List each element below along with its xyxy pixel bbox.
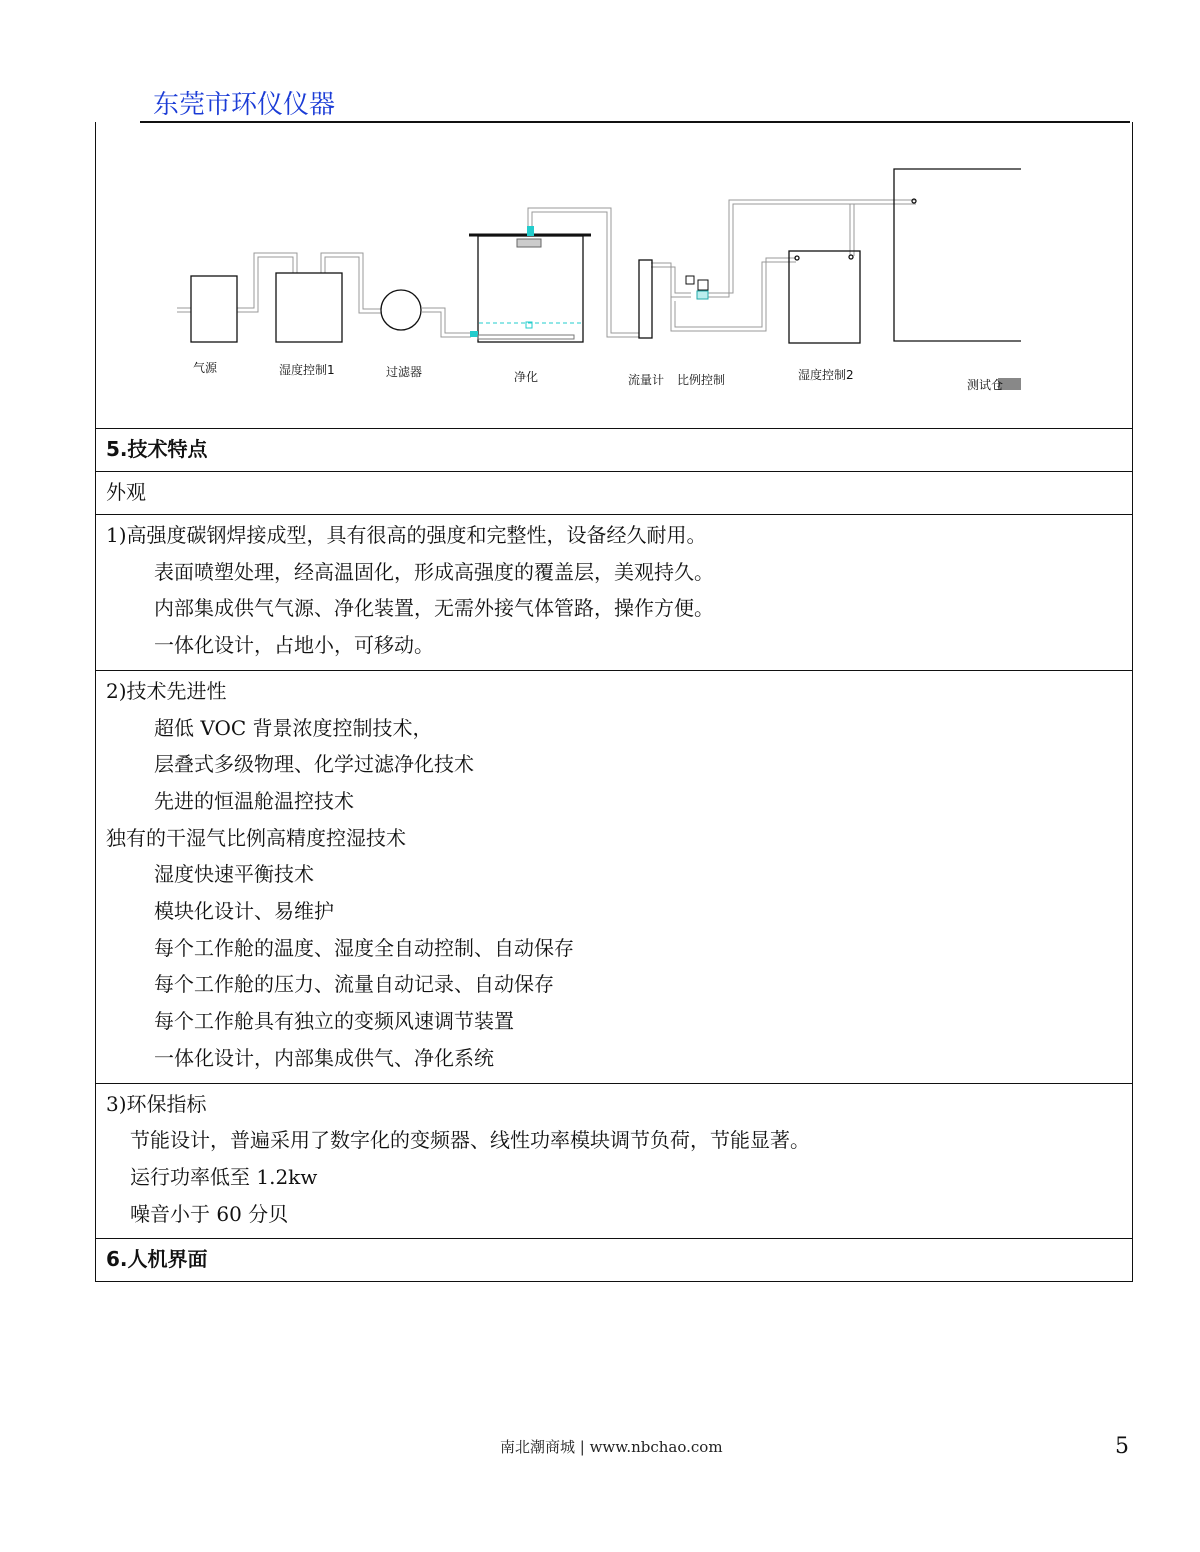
- appearance-label: 外观: [96, 471, 1132, 514]
- label-gas-source: 气源: [193, 361, 218, 375]
- list-item: 每个工作舱的温度、湿度全自动控制、自动保存: [154, 935, 574, 960]
- subsection-title: 3)环保指标: [106, 1091, 207, 1116]
- company-header: 东莞市环仪仪器: [153, 90, 336, 120]
- label-test-chamber: 测试仓: [967, 378, 1004, 392]
- list-item: 噪音小于 60 分贝: [130, 1201, 289, 1226]
- list-item: 一体化设计，占地小，可移动。: [154, 633, 434, 658]
- list-item: 内部集成供气气源、净化装置，无需外接气体管路，操作方便。: [154, 596, 714, 621]
- list-item: 湿度快速平衡技术: [154, 862, 314, 887]
- subsection-title: 2)技术先进性: [106, 678, 227, 703]
- list-item: 1)高强度碳钢焊接成型，具有很高的强度和完整性，设备经久耐用。: [106, 523, 707, 547]
- content-table: [95, 122, 1133, 1282]
- list-item: 运行功率低至 1.2kw: [130, 1164, 318, 1189]
- appearance-list: [96, 514, 1132, 670]
- list-item: 节能设计，普遍采用了数字化的变频器、线性功率模块调节负荷，节能显著。: [130, 1128, 810, 1153]
- list-item: 先进的恒温舱温控技术: [154, 788, 354, 813]
- label-flowmeter: 流量计: [628, 373, 665, 387]
- label-humidity-2: 湿度控制2: [798, 368, 854, 382]
- list-item: 超低 VOC 背景浓度控制技术，: [154, 715, 433, 740]
- label-purify: 净化: [514, 370, 539, 384]
- list-item: 每个工作舱具有独立的变频风速调节装置: [154, 1009, 514, 1034]
- list-item: 表面喷塑处理，经高温固化，形成高强度的覆盖层，美观持久。: [154, 559, 714, 584]
- label-humidity-1: 湿度控制1: [279, 363, 335, 377]
- list-item: 独有的干湿气比例高精度控湿技术: [106, 825, 406, 850]
- tech-advantages: [96, 670, 1132, 1083]
- list-item: 模块化设计、易维护: [154, 899, 334, 924]
- list-item: 一体化设计，内部集成供气、净化系统: [154, 1045, 494, 1070]
- page-number: 5: [1115, 1434, 1129, 1459]
- section-5-title: 5.技术特点: [96, 428, 1132, 471]
- environmental-specs: [96, 1083, 1132, 1239]
- list-item: 每个工作舱的压力、流量自动记录、自动保存: [154, 972, 554, 997]
- label-filter: 过滤器: [386, 365, 423, 379]
- section-6-title: 6.人机界面: [96, 1238, 1132, 1281]
- list-item: 层叠式多级物理、化学过滤净化技术: [154, 752, 474, 777]
- label-ratio-control: 比例控制: [677, 373, 726, 387]
- process-flow-svg: [96, 122, 1132, 428]
- flow-diagram: [96, 122, 1132, 428]
- footer-site: 南北潮商城 | www.nbchao.com: [500, 1438, 723, 1456]
